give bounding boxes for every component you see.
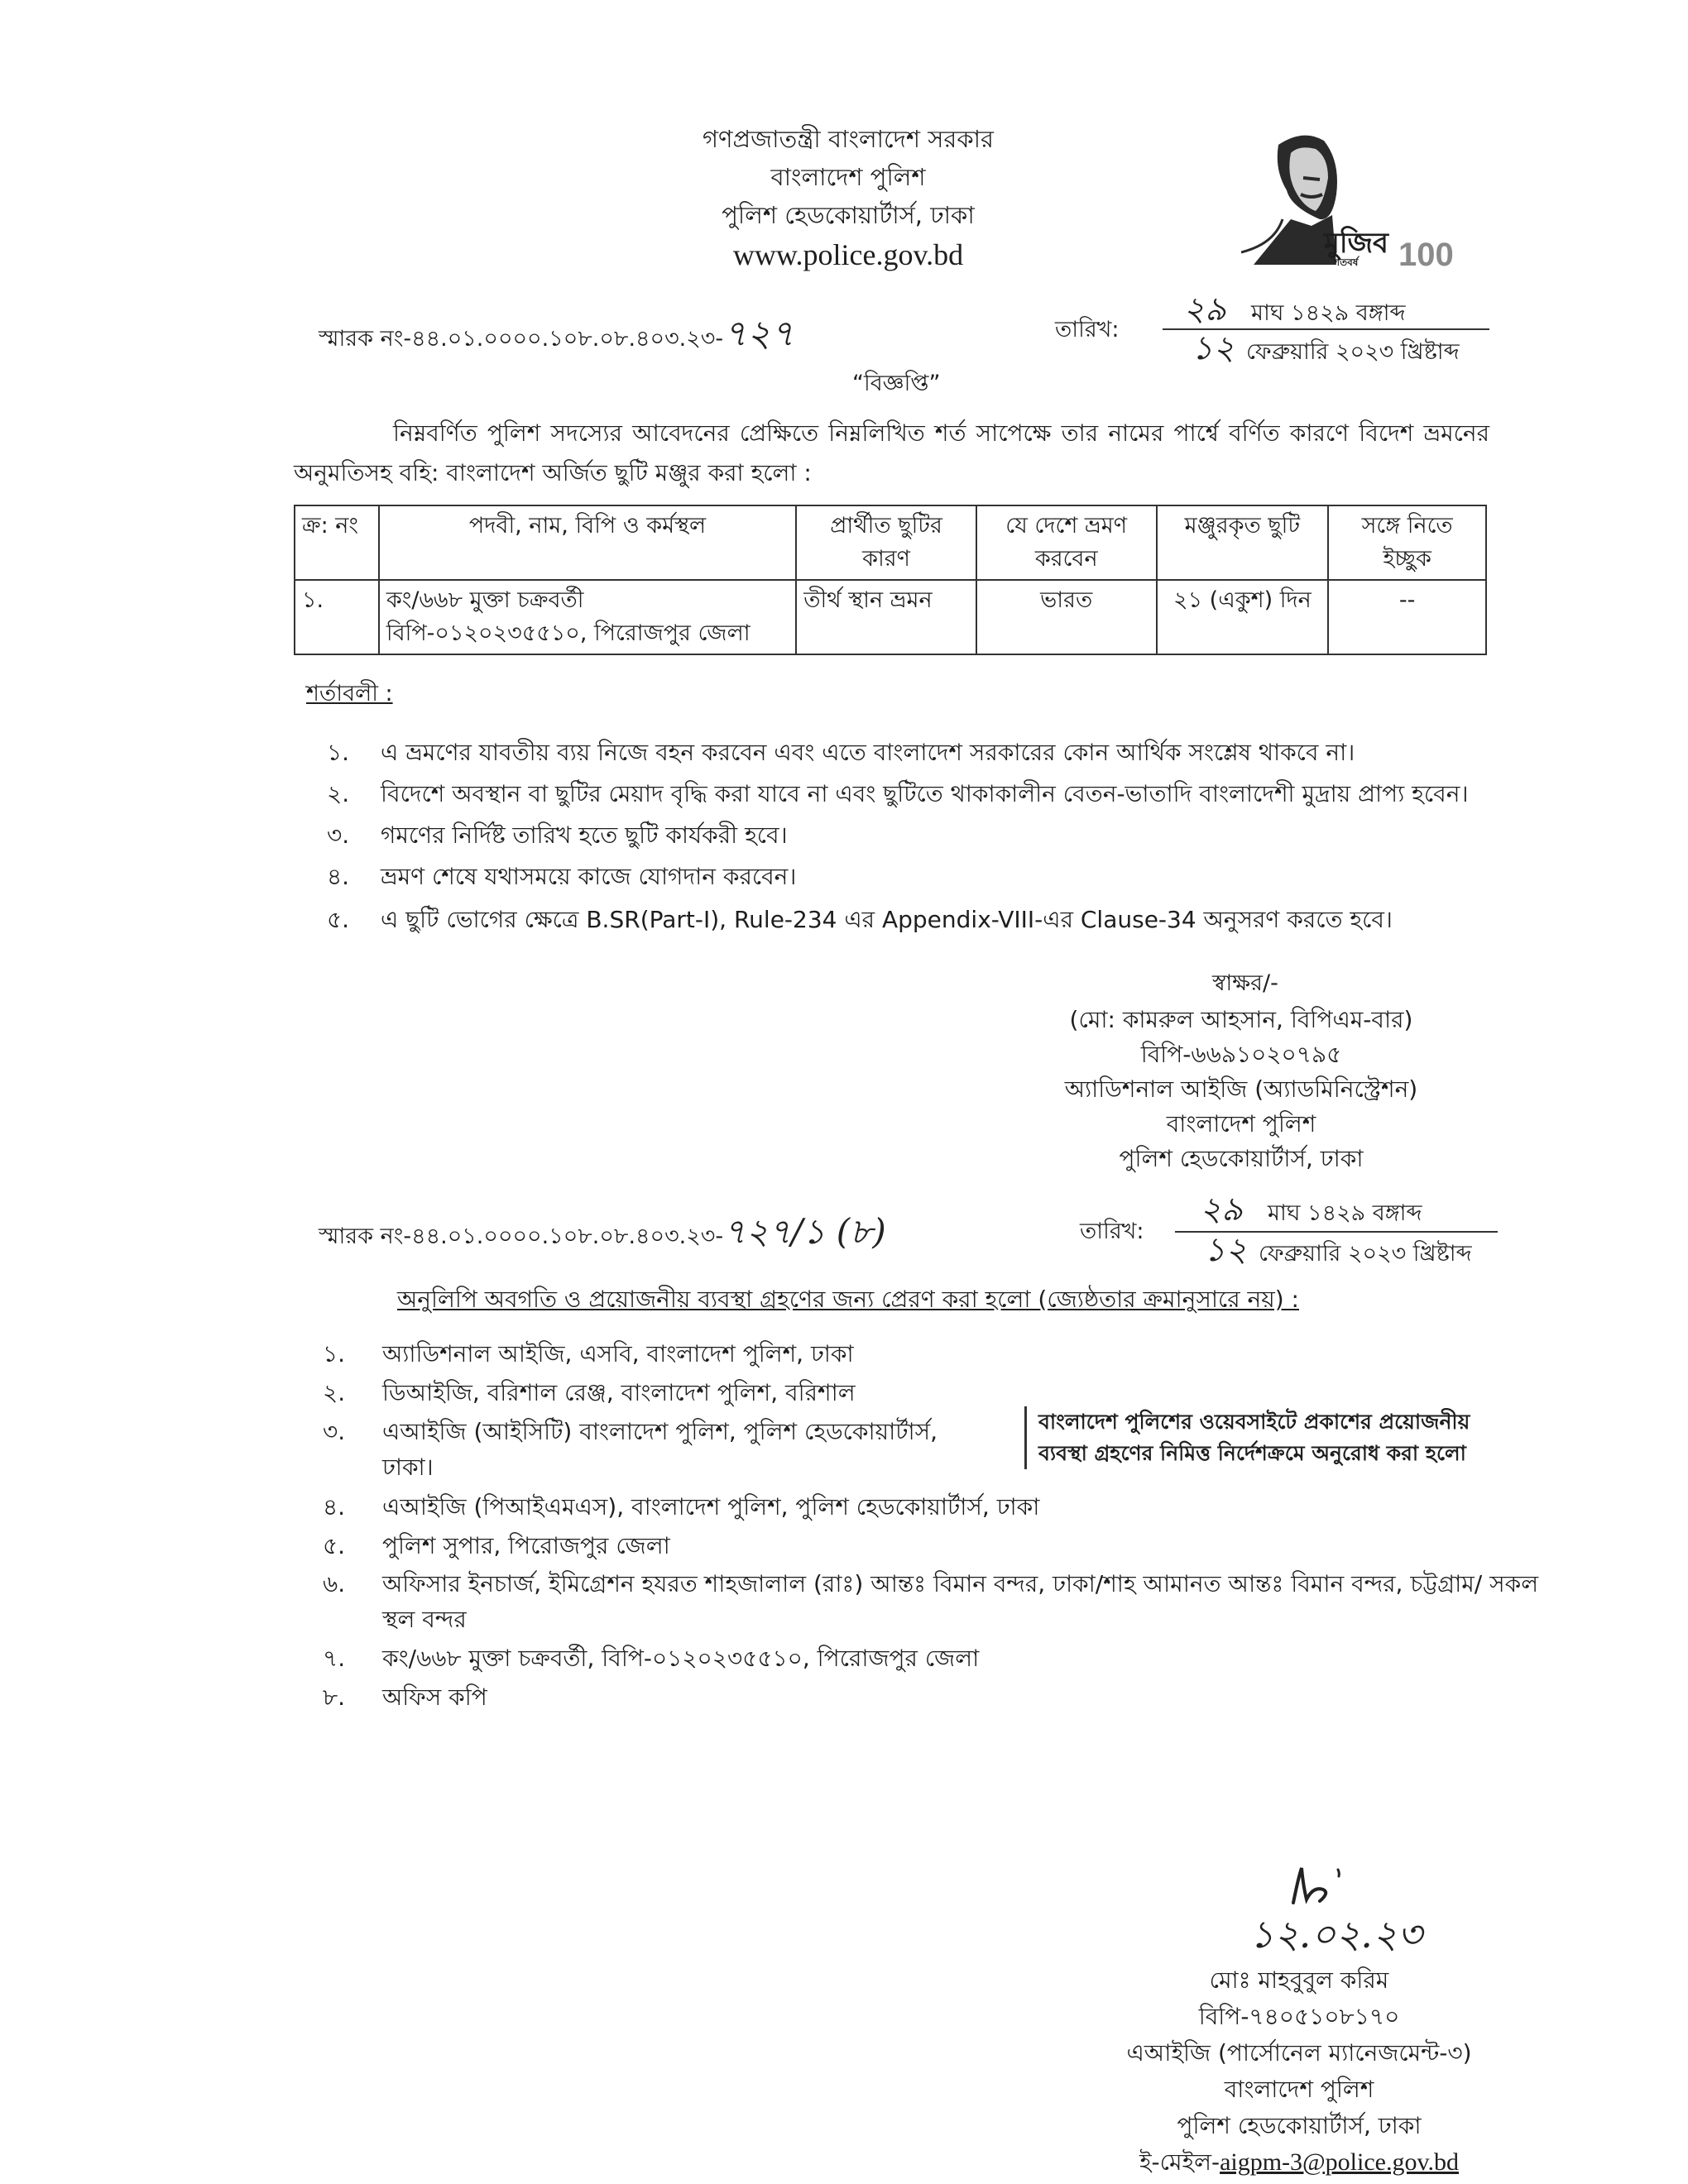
- signatory-bp: বিপি-৬৬৯১০২০৭৯৫: [1140, 1041, 1342, 1068]
- copy-item: ১. অ্যাডিশনাল আইজি, এসবি, বাংলাদেশ পুলিশ, ঢাকা: [323, 1340, 854, 1367]
- website: www.police.gov.bd: [732, 238, 964, 271]
- signature-block-2: [1092, 1962, 1506, 2181]
- memo-ref-2: [319, 1211, 886, 1252]
- cell-leave: ২১ (একুশ) দিন: [1157, 580, 1329, 654]
- date-bn-text: মাঘ ১৪২৯ বঙ্গাব্দ: [1250, 300, 1406, 326]
- cell-name: [379, 580, 796, 654]
- col-serial: ক্র: নং: [295, 505, 379, 580]
- date-en-2: [1204, 1231, 1472, 1270]
- copy-item: ৫. পুলিশ সুপার, পিরোজপুর জেলা: [323, 1532, 670, 1559]
- date-en-text: ফেব্রুয়ারি ২০২৩ খ্রিষ্টাব্দ: [1258, 1241, 1472, 1267]
- logo-num: 100: [1398, 237, 1454, 269]
- intro-paragraph: নিম্নবর্ণিত পুলিশ সদস্যের আবেদনের প্রেক্ষিতে নিম্নলিখিত শর্ত সাপেক্ষে তার নামের পার্শ্বে বর্ণিত কারণে বিদেশ ভ্রমনের অনুমতিসহ বহি: বাংলাদেশ অর্জিত ছুটি মঞ্জুর করা হলো :: [294, 419, 1489, 486]
- signature-initial: [1287, 1861, 1353, 1914]
- memo-ref-handwritten: ৭২৭: [723, 313, 794, 355]
- table-row: [295, 580, 1486, 654]
- copy-item: ৮. অফিস কপি: [323, 1684, 487, 1711]
- copy-item: ৩. এআইজি (আইসিটি) বাংলাদেশ পুলিশ, পুলিশ হেডকোয়ার্টার্স,: [323, 1418, 938, 1445]
- memo-ref-number: স্মারক নং-৪৪.০১.০০০০.১০৮.০৮.৪০৩.২৩-: [319, 326, 724, 352]
- memo-ref-handwritten: ৭২৭/১ (৮): [723, 1211, 886, 1252]
- copy-item: ৪. এআইজি (পিআইএমএস), বাংলাদেশ পুলিশ, পুলিশ হেডকোয়ার্টার্স, ঢাকা: [323, 1493, 1040, 1521]
- copy-item-cont: ঢাকা।: [382, 1454, 434, 1481]
- date-bn-handwritten: ২৯: [1200, 1190, 1243, 1228]
- signatory-bp: বিপি-৭৪০৫১০৮১৭০: [1198, 2003, 1400, 2030]
- letterhead: [579, 120, 1117, 275]
- signatory-org: বাংলাদেশ পুলিশ: [1166, 1110, 1316, 1138]
- cell-companion: --: [1328, 580, 1486, 654]
- signatory-designation: এআইজি (পার্সোনেল ম্যানেজমেন্ট-৩): [1126, 2039, 1472, 2067]
- date-en-1: [1192, 329, 1460, 368]
- leave-table: [294, 505, 1487, 655]
- signatory-designation: অ্যাডিশনাল আইজি (অ্যাডমিনিস্ট্রেশন): [1064, 1075, 1418, 1103]
- logo-sub: শতবর্ষ: [1334, 256, 1359, 268]
- cell-country: ভারত: [976, 580, 1157, 654]
- signature-date-handwritten: ১২.০২.২৩: [1249, 1912, 1422, 1956]
- col-leave: মঞ্জুরকৃত ছুটি: [1157, 505, 1329, 580]
- condition-item: ৪. ভ্রমণ শেষে যথাসময়ে কাজে যোগদান করবেন।: [327, 863, 797, 890]
- memo-ref-1: [319, 313, 794, 355]
- email-link[interactable]: aigpm-3@police.gov.bd: [1220, 2148, 1460, 2176]
- condition-item: ৩. গমণের নির্দিষ্ট তারিখ হতে ছুটি কার্যকরী হবে।: [327, 821, 788, 849]
- date-label-1: তারিখ:: [1055, 317, 1120, 342]
- copy-heading: অনুলিপি অবগতি ও প্রয়োজনীয় ব্যবস্থা গ্রহণের জন্য প্রেরণ করা হলো (জ্যেষ্ঠতার ক্রমানুসারে নয়) :: [397, 1286, 1299, 1313]
- logo-text: মুজিব: [1324, 227, 1388, 260]
- condition-item: ১. এ ভ্রমণের যাবতীয় ব্যয় নিজে বহন করবেন এবং এতে বাংলাদেশ সরকারের কোন আর্থিক সংশ্লেষ থাকবে না।: [327, 739, 1355, 766]
- cell-reason: তীর্থ স্থান ভ্রমন: [796, 580, 976, 654]
- copy-item: ৬. অফিসার ইনচার্জ, ইমিগ্রেশন হযরত শাহজালাল (রাঃ) আন্তঃ বিমান বন্দর, ঢাকা/শাহ আমানত আন্তঃ বিমান বন্দর, চট্টগ্রাম/ সকল: [323, 1570, 1539, 1597]
- signatory-office: পুলিশ হেডকোয়ার্টার্স, ঢাকা: [1177, 2112, 1422, 2139]
- copy-item: ২. ডিআইজি, বরিশাল রেঞ্জ, বাংলাদেশ পুলিশ, বরিশাল: [323, 1379, 856, 1406]
- memo-ref-number: স্মারক নং-৪৪.০১.০০০০.১০৮.০৮.৪০৩.২৩-: [319, 1224, 724, 1249]
- copy-item: ৭. কং/৬৬৮ মুক্তা চক্রবর্তী, বিপি-০১২০২৩৫৫১০, পিরোজপুর জেলা: [323, 1645, 980, 1672]
- member-name: কং/৬৬৮ মুক্তা চক্রবর্তী: [386, 587, 584, 613]
- signatory-email: ই-মেইল-aigpm-3@police.gov.bd: [1139, 2148, 1460, 2176]
- website-publish-note: বাংলাদেশ পুলিশের ওয়েবসাইটে প্রকাশের প্রয়োজনীয় ব্যবস্থা গ্রহণের নিমিত্ত নির্দেশক্রমে অনুরোধ করা হলো: [1024, 1406, 1477, 1469]
- col-companion: সঙ্গে নিতে ইচ্ছুক: [1328, 505, 1486, 580]
- date-bn-1: [1183, 290, 1406, 329]
- col-name: পদবী, নাম, বিপি ও কর্মস্থল: [379, 505, 796, 580]
- copy-item-cont: স্থল বন্দর: [382, 1606, 467, 1633]
- govt-name: গণপ্রজাতন্ত্রী বাংলাদেশ সরকার: [702, 125, 995, 153]
- signature-block-1: [1051, 1003, 1431, 1176]
- office-name: পুলিশ হেডকোয়ার্টার্স, ঢাকা: [722, 201, 975, 229]
- signed-mark: স্বাক্ষর/-: [1212, 970, 1278, 996]
- date-en-handwritten: ১২: [1192, 329, 1235, 367]
- conditions-title: শর্তাবলী :: [306, 681, 393, 706]
- date-label-2: তারিখ:: [1080, 1219, 1144, 1244]
- org-name: বাংলাদেশ পুলিশ: [770, 163, 926, 191]
- table-header-row: [295, 505, 1486, 580]
- signatory-office: পুলিশ হেডকোয়ার্টার্স, ঢাকা: [1119, 1145, 1364, 1172]
- condition-item: ৫. এ ছুটি ভোগের ক্ষেত্রে B.SR(Part-I), Rule-234 এর Appendix-VIII-এর Clause-34 অনুসরণ করতে হবে।: [327, 906, 1393, 933]
- date-en-handwritten: ১২: [1204, 1231, 1247, 1269]
- signatory-org: বাংলাদেশ পুলিশ: [1224, 2076, 1374, 2103]
- condition-item: ২. বিদেশে অবস্থান বা ছুটির মেয়াদ বৃদ্ধি করা যাবে না এবং ছুটিতে থাকাকালীন বেতন-ভাতাদি বাংলাদেশী মুদ্রায় প্রাপ্য হবেন।: [327, 780, 1469, 807]
- date-bn-text: মাঘ ১৪২৯ বঙ্গাব্দ: [1267, 1200, 1422, 1226]
- cell-serial: ১.: [295, 580, 379, 654]
- col-reason: প্রার্থীত ছুটির কারণ: [796, 505, 976, 580]
- date-bn-handwritten: ২৯: [1183, 290, 1226, 328]
- date-en-text: ফেব্রুয়ারি ২০২৩ খ্রিষ্টাব্দ: [1245, 339, 1460, 365]
- signatory-name: মোঃ মাহবুবুল করিম: [1209, 1966, 1389, 1994]
- date-bn-2: [1200, 1190, 1422, 1229]
- notice-title: “বিজ্ঞপ্তি”: [852, 371, 941, 396]
- member-bp: বিপি-০১২০২৩৫৫১০, পিরোজপুর জেলা: [386, 620, 750, 646]
- mujib-100-logo: [1241, 128, 1456, 269]
- col-country: যে দেশে ভ্রমণ করবেন: [976, 505, 1157, 580]
- signatory-name: (মো: কামরুল আহসান, বিপিএম-বার): [1069, 1006, 1413, 1033]
